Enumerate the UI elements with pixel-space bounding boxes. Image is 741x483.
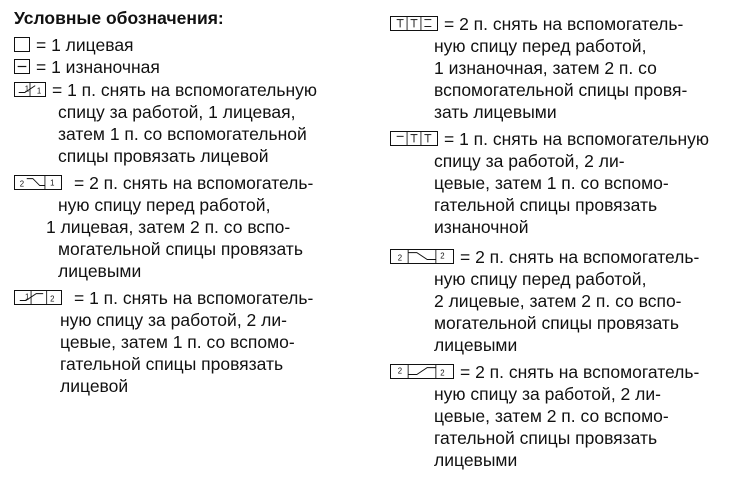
- entry-line: ную спицу за работой, 2 ли-: [60, 310, 287, 330]
- cable-2-2-back-symbol-icon: [390, 364, 454, 379]
- entry-line: = 1 п. снять на вспомогательную: [52, 80, 318, 100]
- entry-line: = 1 лицевая: [36, 35, 134, 55]
- entry-line: = 2 п. снять на вспомогатель-: [444, 14, 684, 34]
- entry-line: 1 изнаночная, затем 2 п. со: [434, 58, 657, 78]
- entry-line: = 2 п. снять на вспомогатель-: [74, 173, 314, 193]
- entry-line: лицевыми: [434, 450, 518, 470]
- entry-line: гательной спицы провязать: [434, 195, 658, 215]
- entry-line: затем 1 п. со вспомогательной: [58, 124, 307, 144]
- entry-line: лицевой: [60, 376, 129, 396]
- cable-2-1-symbol-icon: [14, 175, 62, 190]
- entry-line: спицу за работой, 1 лицевая,: [58, 102, 296, 122]
- cable-2-1-purl-symbol-icon: [390, 16, 438, 31]
- purl-symbol-icon: [14, 59, 30, 74]
- legend-title: Условные обозначения:: [14, 8, 224, 28]
- entry-line: ную спицу перед работой,: [434, 36, 647, 56]
- entry-line: цевые, затем 1 п. со вспомо-: [60, 332, 295, 352]
- entry-line: лицевыми: [434, 335, 518, 355]
- entry-line: = 1 изнаночная: [36, 57, 160, 77]
- symbol-digit: 2: [397, 253, 403, 263]
- cable-1-2-symbol-icon: [14, 290, 62, 305]
- entry-line: лицевыми: [58, 261, 142, 281]
- symbol-digit: 2: [19, 179, 25, 189]
- entry-line: = 2 п. снять на вспомогатель-: [460, 362, 700, 382]
- symbol-digit: 1: [50, 178, 55, 188]
- entry-line: зать лицевыми: [434, 102, 557, 122]
- entry-line: цевые, затем 2 п. со вспомо-: [434, 406, 669, 426]
- entry-line: = 2 п. снять на вспомогатель-: [460, 247, 700, 267]
- entry-line: = 1 п. снять на вспомогательную: [444, 129, 710, 149]
- cable-1-2-purl-symbol-icon: [390, 131, 438, 146]
- entry-line: цевые, затем 1 п. со вспомо-: [434, 173, 669, 193]
- cable-2-2-front-symbol-icon: [390, 249, 454, 264]
- cable-1-1-symbol-icon: [14, 82, 46, 97]
- symbol-digit: 1: [25, 292, 30, 302]
- symbol-digit: 1: [24, 84, 30, 94]
- entry-line: 1 лицевая, затем 2 п. со вспо-: [46, 217, 291, 237]
- entry-line: = 1 п. снять на вспомогатель-: [74, 288, 314, 308]
- symbol-digit: 2: [397, 366, 403, 376]
- knit-symbol-icon: [14, 37, 30, 52]
- entry-line: гательной спицы провязать: [60, 354, 284, 374]
- entry-line: ную спицу перед работой,: [434, 269, 647, 289]
- symbol-digit: 2: [50, 294, 55, 304]
- symbol-digit: 2: [440, 251, 445, 261]
- entry-line: вспомогательной спицы провя-: [434, 80, 688, 100]
- entry-line: могательной спицы провязать: [58, 239, 303, 259]
- entry-line: ную спицу за работой, 2 ли-: [434, 384, 661, 404]
- entry-line: спицы провязать лицевой: [58, 146, 269, 166]
- entry-line: спицу за работой, 2 ли-: [434, 151, 625, 171]
- symbol-digit: 1: [36, 86, 42, 96]
- symbol-digit: 2: [440, 368, 445, 378]
- entry-line: ную спицу перед работой,: [58, 195, 271, 215]
- entry-line: гательной спицы провязать: [434, 428, 658, 448]
- entry-line: могательной спицы провязать: [434, 313, 679, 333]
- entry-line: изнаночной: [434, 217, 529, 237]
- entry-line: 2 лицевые, затем 2 п. со вспо-: [434, 291, 682, 311]
